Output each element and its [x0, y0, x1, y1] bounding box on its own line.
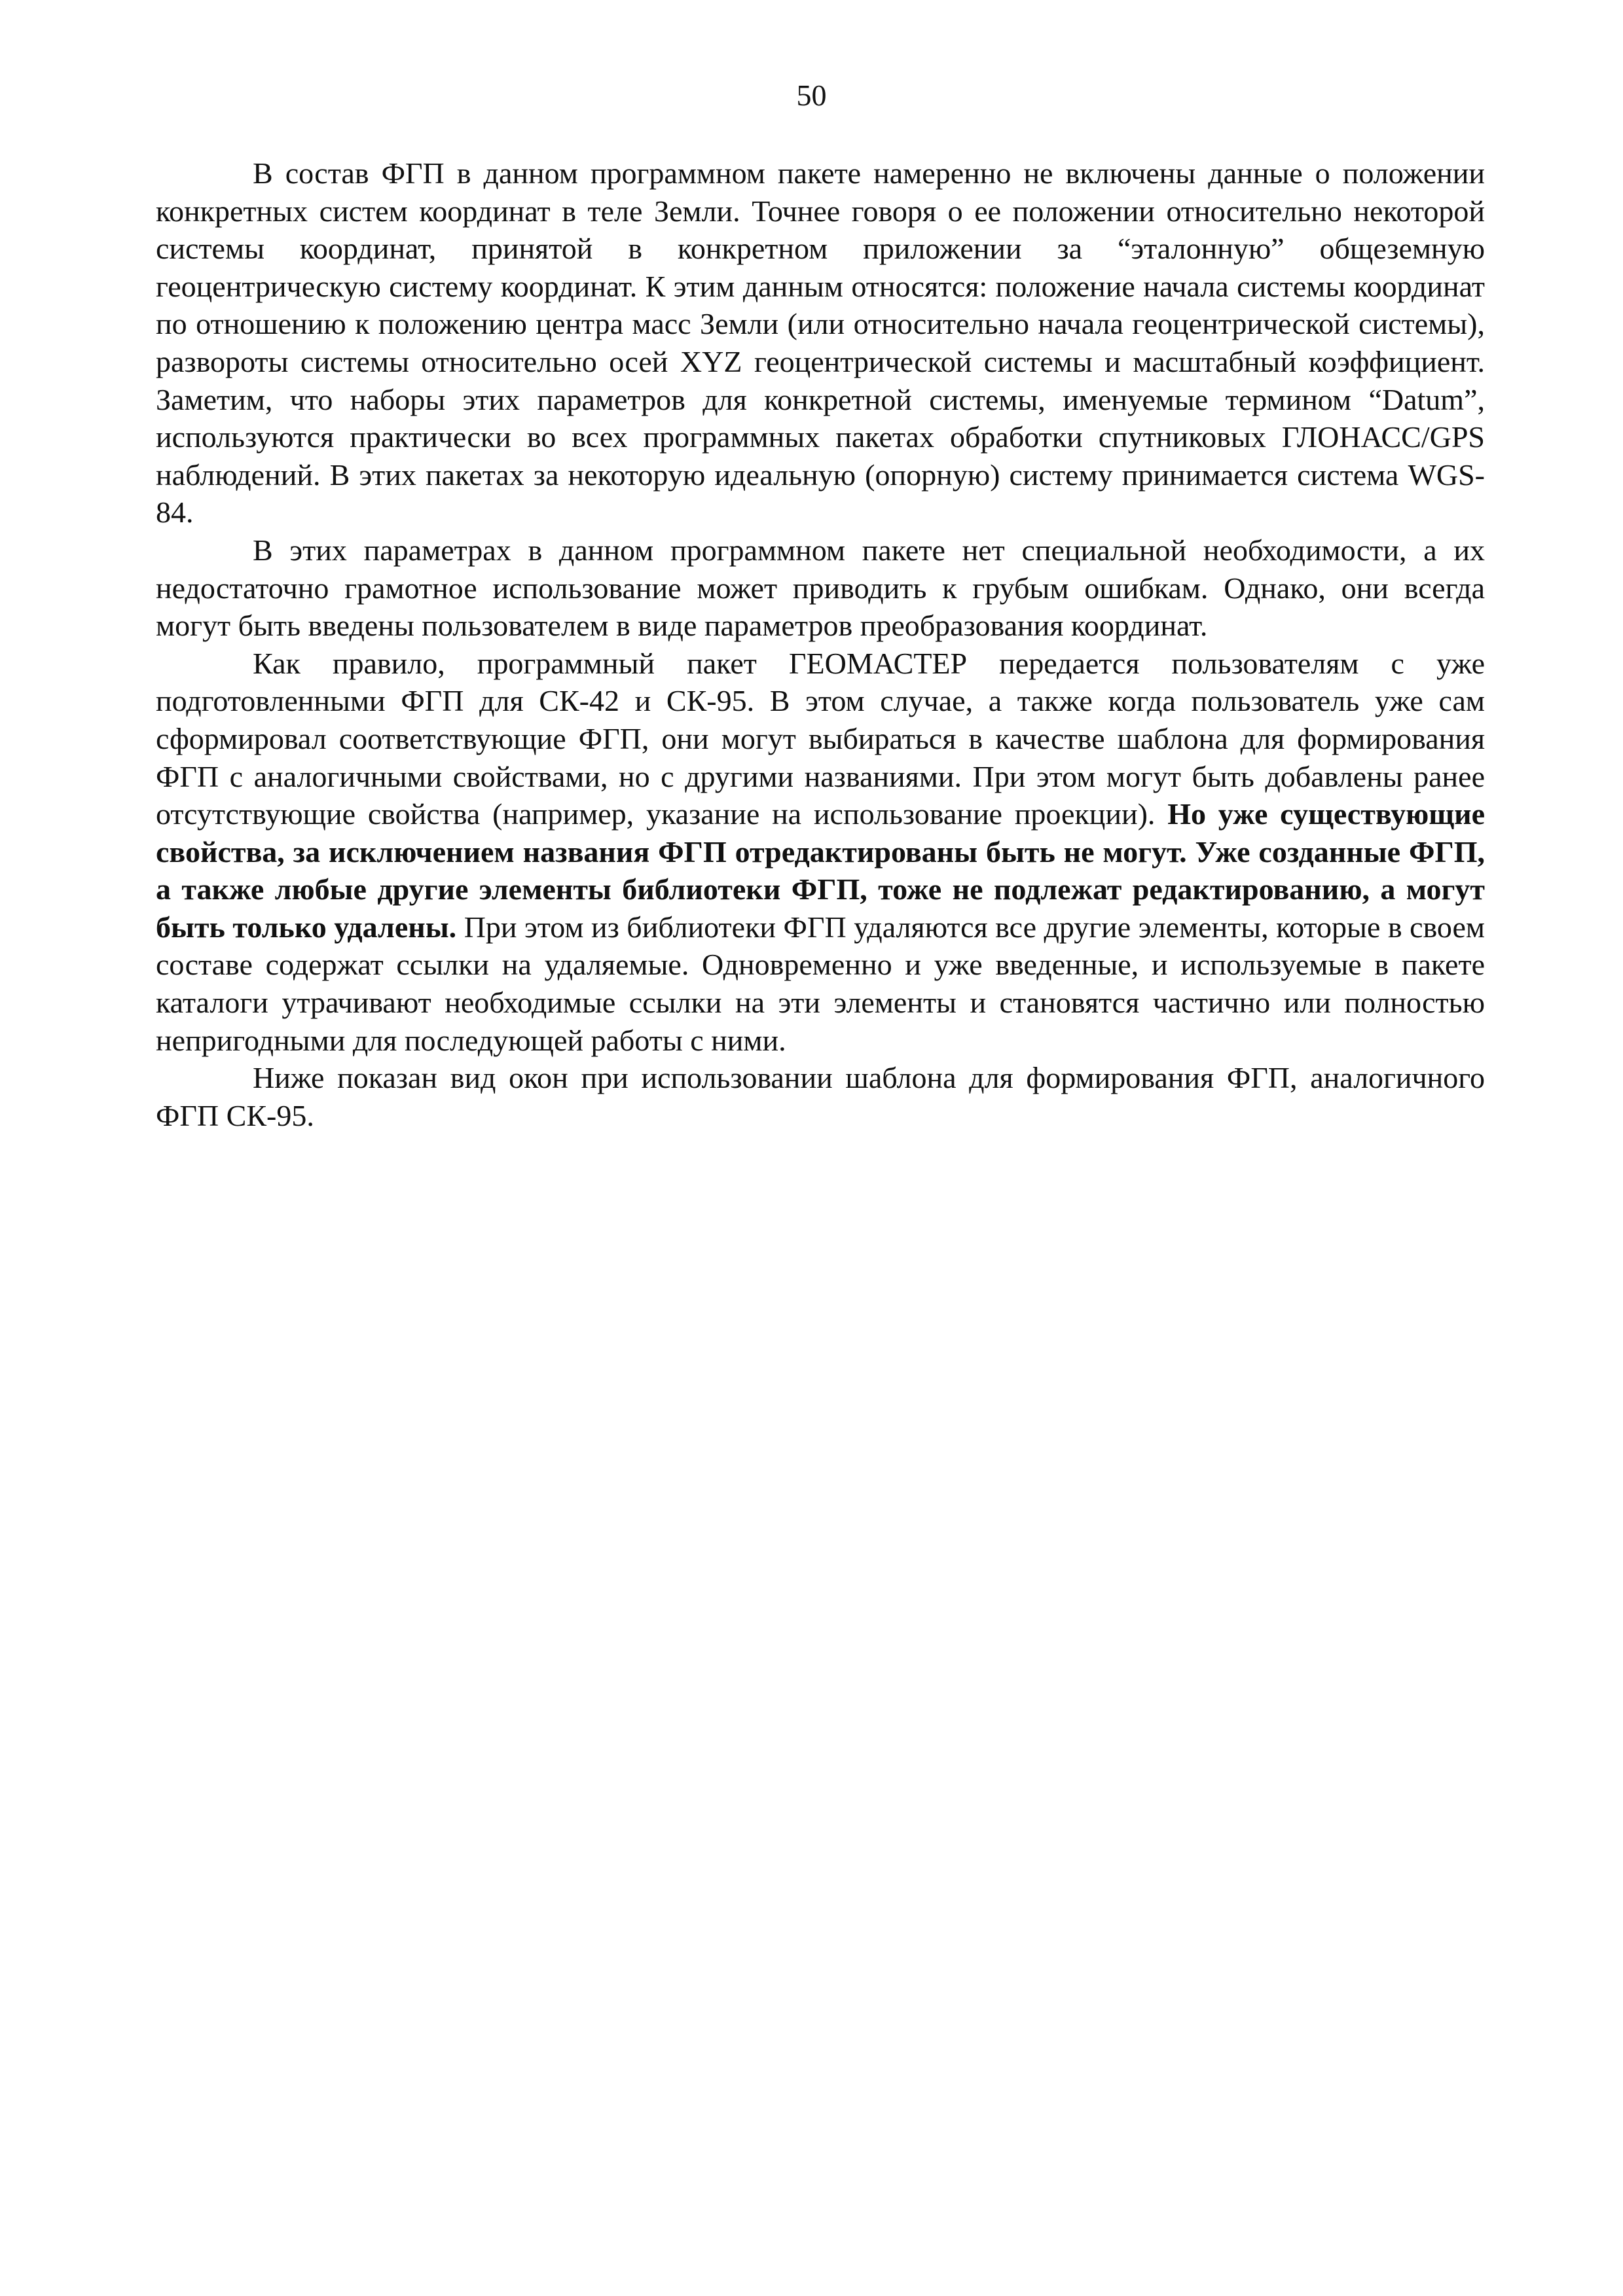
paragraph-templates-outro: При этом из библиотеки ФГП удаляются все другие элементы, которые в своем составе содержат ссылки на удаляемые. Одновременно и уже введенные, и используемые в пакете каталоги утрачивают необходимые ссылки на эти элементы и становятся частично или полностью непригодными для последующей работы с ними.: [156, 910, 1486, 1057]
page-number: 50: [796, 79, 827, 112]
paragraph-window-intro: Ниже показан вид окон при использовании шаблона для формирования ФГП, аналогичного ФГП СК-95.: [156, 1061, 1485, 1132]
paragraph-datum: В состав ФГП в данном программном пакете намеренно не включены данные о положении конкретных систем координат в теле Земли. Точнее говоря о ее положении относительно некоторой системы координат, принятой в конкретном приложении за “эталонную” общеземную геоцентрическую систему координат. К этим данным относятся: положение начала системы координат по отношению к положению центра масс Земли (или относительно начала геоцентрической системы), развороты системы относительно осей XYZ геоцентрической системы и масштабный коэффициент. Заметим, что наборы этих параметров для конкретной системы, именуемые термином “Datum”, используются практически во всех программных пакетах обработки спутниковых ГЛОНАСС/GPS наблюдений. В этих пакетах за некоторую идеальную (опорную) систему принимается система WGS-84.: [156, 156, 1485, 529]
paragraph-parameters: В этих параметрах в данном программном пакете нет специальной необходимости, а их недостаточно грамотное использование может приводить к грубым ошибкам. Однако, они всегда могут быть введены пользователем в виде параметров преобразования координат.: [156, 533, 1485, 643]
paragraph-templates-intro: Как правило, программный пакет ГЕОМАСТЕР передается пользователям с уже подготовленными ФГП для СК-42 и СК-95. В этом случае, а также когда пользователь уже сам сформировал соответствующие ФГП, они могут выбираться в качестве шаблона для формирования ФГП с аналогичными свойствами, но с другими названиями. При этом могут быть добавлены ранее отсутствующие свойства (например, указание на использование проекции).: [156, 646, 1485, 831]
paragraph-templates: [156, 645, 1485, 1060]
document-body: [156, 154, 1485, 1134]
paragraph-templates-bold-warning: Но уже существующие свойства, за исключением названия ФГП отредактированы быть не могут. Уже созданные ФГП, а также любые другие элементы библиотеки ФГП, тоже не подлежат редактированию, а могут быть только удалены.: [156, 797, 1485, 944]
